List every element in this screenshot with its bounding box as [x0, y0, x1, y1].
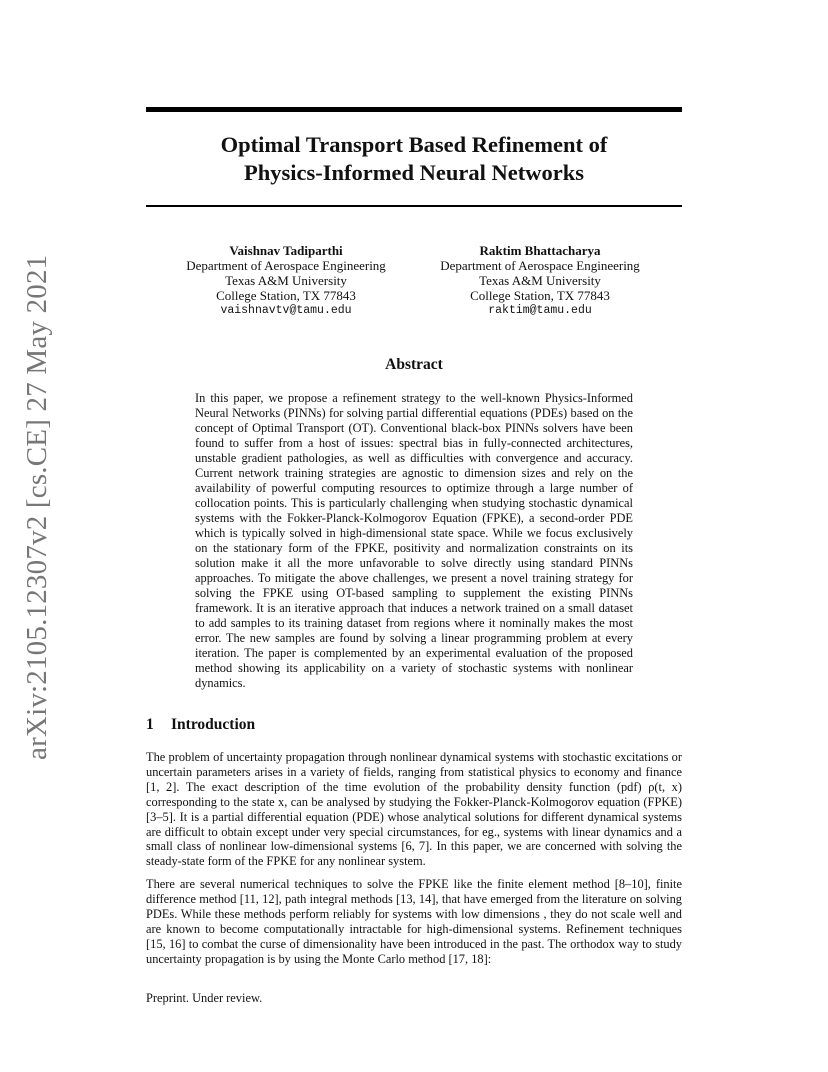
abstract-body: In this paper, we propose a refinement strategy to the well-known Physics-Informed Neural Networks (PINNs) for solving partial differential equations (PDEs) based on the concept of Optimal Transport (OT). Conventional black-box PINNs solvers have been found to suffer from a host of issues: spectral bias in fully-connected architectures, unstable gradient pathologies, as well as difficulties with convergence and accuracy. Current network training strategies are agnostic to dimension sizes and rely on the availability of powerful computing resources to optimize through a large number of collocation points. This is particularly challenging when studying stochastic dynamical systems with the Fokker-Planck-Kolmogorov Equation (FPKE), a second-order PDE which is typically solved in high-dimensional state space. While we focus exclusively on the stationary form of the FPKE, positivity and normalization constraints on its solution make it all the more unfavorable to solve directly using standard PINNs approaches. To mitigate the above challenges, we present a novel training strategy for solving the FPKE using OT-based sampling to supplement the existing PINNs framework. It is an iterative approach that induces a network trained on a small dataset to add samples to its training dataset from regions where it nominally makes the most error. The new samples are found by solving a linear programming problem at every iteration. The paper is complemented by an experimental evaluation of the proposed method showing its applicability on a variety of stochastic systems with nonlinear dynamics.: [195, 391, 633, 690]
section-heading-introduction: [146, 716, 255, 734]
author-university: Texas A&M University: [479, 273, 601, 288]
title-bottom-rule: [146, 205, 682, 207]
intro-paragraph-2: There are several numerical techniques to solve the FPKE like the finite element method [8–10], finite difference method [11, 12], path integral methods [13, 14], that have emerged from the literature on solving PDEs. While these methods perform reliably for systems with low dimensions , they do not scale well and are known to become computationally intractable for high-dimensional systems. Refinement techniques [15, 16] to combat the curse of dimensionality have been introduced in the past. The orthodox way to study uncertainty propagation is by using the Monte Carlo method [17, 18]:: [146, 877, 682, 966]
author-block-1: [166, 243, 406, 318]
author-name: Vaishnav Tadiparthi: [229, 243, 343, 258]
title-line-2: Physics-Informed Neural Networks: [244, 160, 584, 185]
author-location: College Station, TX 77843: [216, 288, 356, 303]
author-department: Department of Aerospace Engineering: [186, 258, 386, 273]
author-email[interactable]: raktim@tamu.edu: [488, 304, 592, 317]
author-block-2: [420, 243, 660, 318]
author-name: Raktim Bhattacharya: [479, 243, 601, 258]
author-email[interactable]: vaishnavtv@tamu.edu: [220, 304, 352, 317]
title-top-rule: [146, 107, 682, 112]
section-number: 1: [146, 716, 154, 733]
page-footer: Preprint. Under review.: [146, 991, 263, 1005]
author-university: Texas A&M University: [225, 273, 347, 288]
title-line-1: Optimal Transport Based Refinement of: [220, 132, 608, 157]
abstract-heading: Abstract: [385, 356, 443, 373]
section-title: Introduction: [171, 716, 256, 733]
author-location: College Station, TX 77843: [470, 288, 610, 303]
author-department: Department of Aerospace Engineering: [440, 258, 640, 273]
intro-paragraph-1: The problem of uncertainty propagation through nonlinear dynamical systems with stochastic excitations or uncertain parameters arises in a variety of fields, ranging from statistical physics to economy and finance [1, 2]. The exact description of the time evolution of the probability density function (pdf) ρ(t, x) corresponding to the state x, can be analysed by studying the Fokker-Planck-Kolmogorov equation (FPKE) [3–5]. It is a partial differential equation (PDE) whose analytical solutions for different dynamical systems are difficult to obtain except under very special circumstances, for eg., systems with linear dynamics and a small class of nonlinear low-dimensional systems [6, 7]. In this paper, we are concerned with solving the steady-state form of the FPKE for any nonlinear system.: [146, 750, 682, 869]
paper-title: [146, 131, 682, 187]
arxiv-identifier: arXiv:2105.12307v2 [cs.CE] 27 May 2021: [21, 254, 53, 760]
